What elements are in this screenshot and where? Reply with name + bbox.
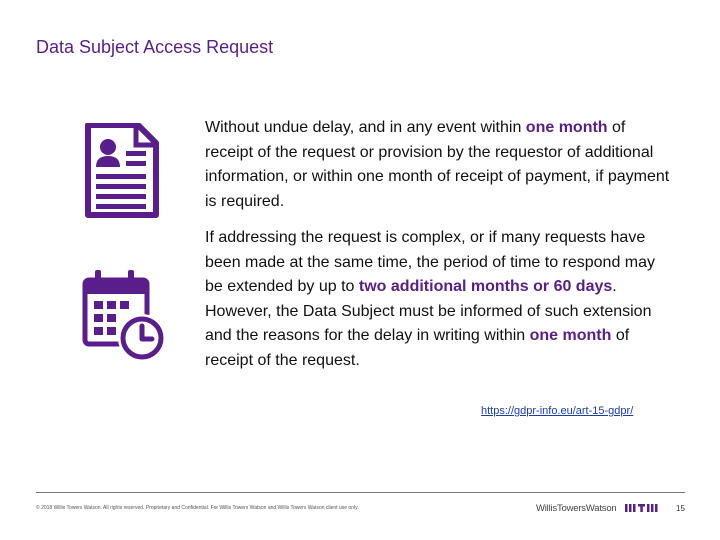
text-segment: of receipt of the request or provision by the requestor of additional information, or within one month of receipt of payment, if payment is required. — [205, 119, 670, 210]
text-segment: . However, the Data Subject must be informed of such extension and the reasons for the delay in writing within — [205, 278, 652, 344]
paragraph-extension — [205, 226, 675, 373]
page-title: Data Subject Access Request — [36, 37, 274, 57]
company-logo: WillisTowersWatson — [536, 503, 617, 514]
text-segment: of receipt of the request. — [205, 327, 630, 369]
page-number: 15 — [676, 504, 685, 513]
highlight-two-months: two additional months or 60 days — [358, 278, 613, 295]
text-segment: Without undue delay, and in any event within — [205, 119, 526, 136]
document-person-icon — [82, 123, 160, 219]
highlight-one-month-2: one month — [529, 327, 612, 344]
paragraph-response-time — [205, 116, 675, 214]
source-link[interactable]: https://gdpr-info.eu/art-15-gdpr/ — [481, 405, 634, 417]
copyright-notice: © 2018 Willis Towers Watson. All rights reserved. Proprietary and Confidential. For Willis Towers Watson and Willis Towers Watson client use only. — [36, 505, 359, 511]
highlight-one-month: one month — [525, 119, 608, 136]
footer-divider — [36, 492, 685, 493]
calendar-clock-icon — [82, 268, 166, 364]
text-segment: If addressing the request is complex, or if many requests have been made at the same time, the period of time to respond may be extended by up to — [205, 229, 656, 295]
wtw-logo-mark-icon — [625, 503, 659, 513]
